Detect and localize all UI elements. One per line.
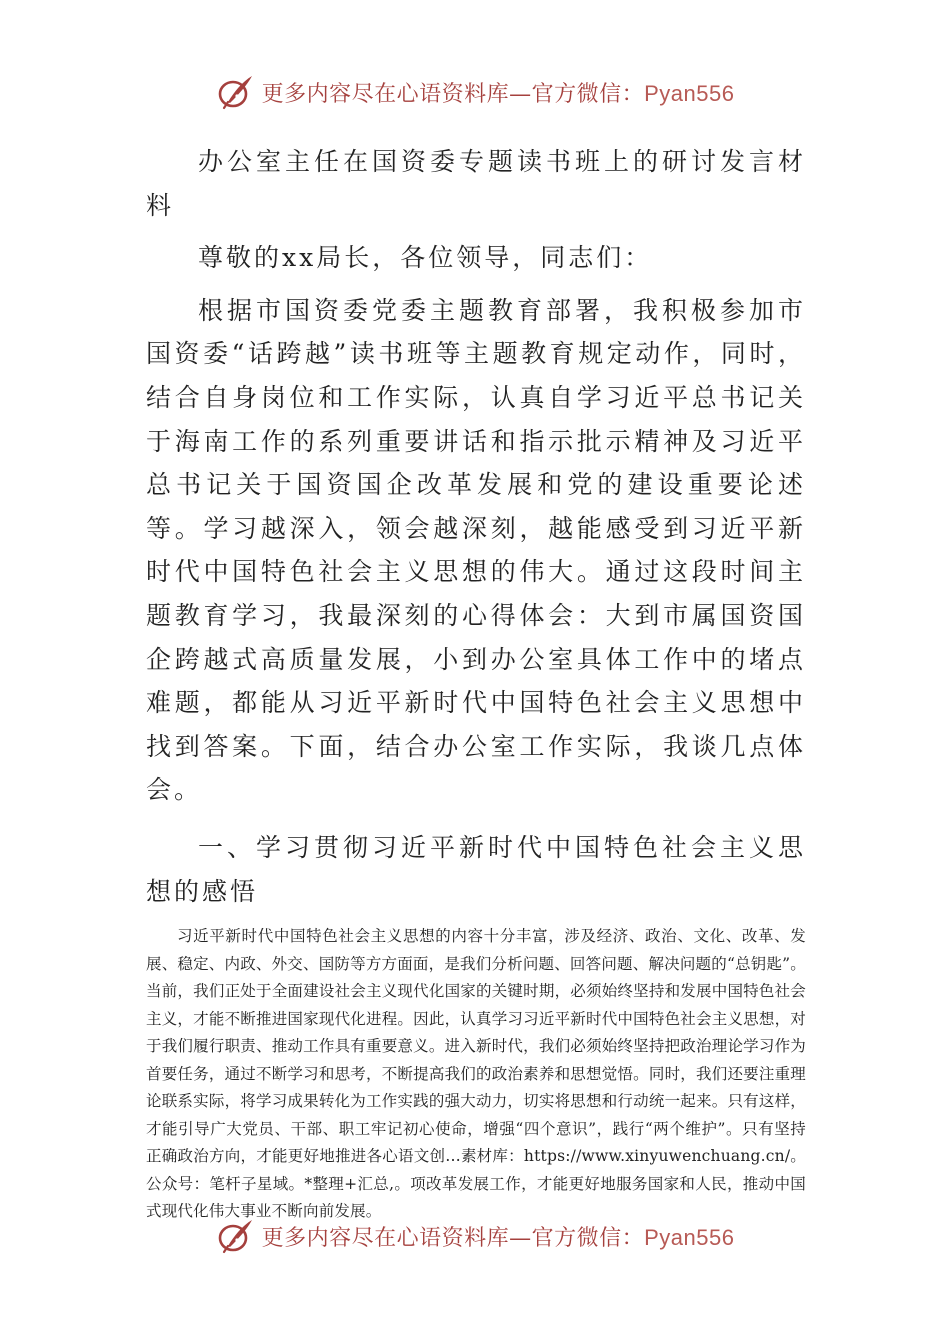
document-title: 办公室主任在国资委专题读书班上的研讨发言材料 <box>146 147 806 220</box>
footer-watermark <box>0 1212 950 1260</box>
header-watermark <box>0 68 950 116</box>
watermark-wechat-id: Pyan556 <box>644 1224 735 1250</box>
intro-paragraph: 根据市国资委党委主题教育部署，我积极参加市国资委“话跨越”读书班等主题教育规定动作，同时，结合自身岗位和工作实际，认真自学习近平总书记关于海南工作的系列重要讲话和指示批示精神及习近平总书记关于国资国企改革发展和党的建设重要论述等。学习越深入，领会越深刻，越能感受到习近平新时代中国特色社会主义思想的伟大。通过这段时间主题教育学习，我最深刻的心得体会：大到市属国资国企跨越式高质量发展，小到办公室具体工作中的堵点难题，都能从习近平新时代中国特色社会主义思想中找到答案。下面，结合办公室工作实际，我谈几点体会。 <box>146 295 806 805</box>
watermark-text <box>262 77 735 108</box>
watermark-text <box>262 1221 735 1252</box>
quill-pen-logo-icon <box>216 1216 256 1256</box>
quill-pen-logo-icon <box>216 72 256 112</box>
section-heading: 一、学习贯彻习近平新时代中国特色社会主义思想的感悟 <box>146 832 806 906</box>
watermark-label: 更多内容尽在心语资料库—官方微信： <box>261 81 645 107</box>
body-paragraph: 习近平新时代中国特色社会主义思想的内容十分丰富，涉及经济、政治、文化、改革、发展、稳定、内政、外交、国防等方方面面，是我们分析问题、回答问题、解决问题的“总钥匙”。当前，我们正处于全面建设社会主义现代化国家的关键时期，必须始终坚持和发展中国特色社会主义，才能不断推进国家现代化进程。因此，认真学习习近平新时代中国特色社会主义思想，对于我们履行职责、推动工作具有重要意义。进入新时代，我们必须始终坚持把政治理论学习作为首要任务，通过不断学习和思考，不断提高我们的政治素养和思想觉悟。同时，我们还要注重理论联系实际，将学习成果转化为工作实践的强大动力，切实将思想和行动统一起来。只有这样，才能引导广大党员、干部、职工牢记初心使命，增强“四个意识”，践行“两个维护”。只有坚持正确政治方向，才能更好地推进各心语文创…素材库：https://www.xinyuwenchuang.cn/。公众号：笔杆子星域。*整理+汇总,。项改革发展工作，才能更好地服务国家和人民，推动中国式现代化伟大事业不断向前发展。 <box>146 927 806 1221</box>
document-body <box>146 140 806 1226</box>
watermark-wechat-id: Pyan556 <box>644 80 735 106</box>
salutation: 尊敬的xx局长，各位领导，同志们： <box>198 243 653 273</box>
watermark-label: 更多内容尽在心语资料库—官方微信： <box>261 1225 645 1251</box>
